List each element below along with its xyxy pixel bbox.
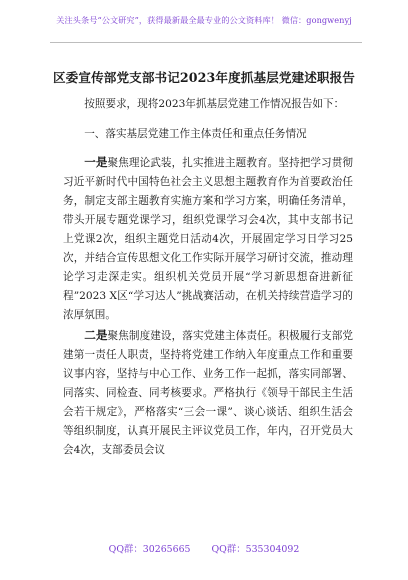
paragraph-1-text: 聚焦理论武装，扎实推进主题教育。坚持把学习贯彻习近平新时代中国特色社会主义思想主题教育作为首要政治任务，制定支部主题教育实施方案和学习方案，明确任务清单，带头开展专题党课学习，组织党课学习会4次，其中支部书记上党课2次，组织主题党日活动4次，开展固定学习日学习25次，并结合宣传思想文化工作实际开展学习研讨交流，推动理论学习走深走实。组织机关党员开展“学习新思想奋进新征程”2023 X区“学习达人”挑战赛活动，在机关持续营造学习的浓厚氛围。 bbox=[63, 157, 353, 322]
header-banner: 关注头条号“公文研究”，获得最新最全最专业的公文资料库！ 微信：gongwenyj bbox=[56, 15, 352, 25]
section-heading: 一、落实基层党建工作主体责任和重点任务情况 bbox=[84, 128, 307, 141]
header-divider bbox=[50, 42, 362, 43]
intro-paragraph: 按照要求，现将2023年抓基层党建工作情况报告如下： bbox=[84, 98, 345, 110]
footer-qq-group-1: QQ群：30265665 bbox=[108, 544, 191, 555]
footer bbox=[0, 541, 408, 555]
document-title: 区委宣传部党支部书记2023年度抓基层党建述职报告 bbox=[52, 70, 356, 85]
footer-qq-group-2: QQ群：535304092 bbox=[211, 544, 300, 555]
document-body bbox=[63, 95, 353, 460]
paragraph-2 bbox=[63, 326, 353, 460]
paragraph-2-lead: 二是 bbox=[84, 327, 108, 342]
paragraph-1-lead: 一是 bbox=[84, 155, 108, 170]
paragraph-1 bbox=[63, 153, 353, 325]
paragraph-2-text: 聚焦制度建设，落实党建主体责任。积极履行支部党建第一责任人职责，坚持将党建工作纳入年度重点工作和重要议事内容，坚持与中心工作、业务工作一起抓，落实同部署、同落实、同检查、同考核要求。严格执行《领导干部民主生活会若干规定》，严格落实“三会一课”、谈心谈话、组织生活会等组织制度，认真开展民主评议党员工作，年内，召开党员大会4次，支部委员会议 bbox=[63, 329, 353, 456]
